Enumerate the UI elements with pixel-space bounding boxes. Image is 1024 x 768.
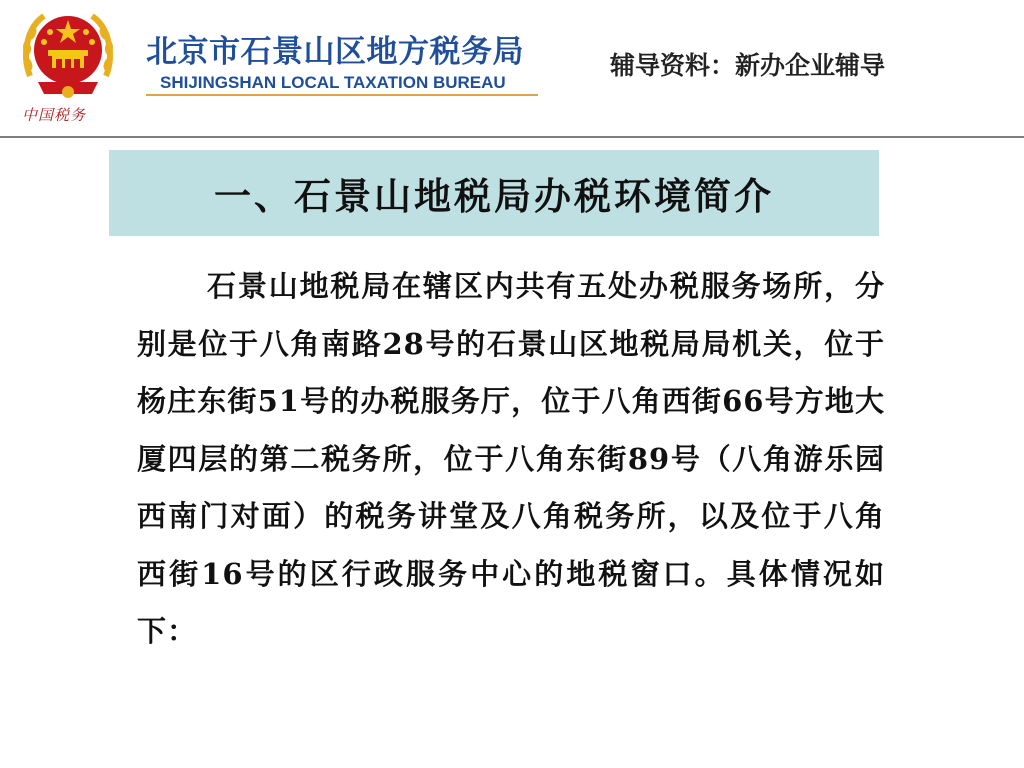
emblem-caption: 中国税务 [22, 106, 87, 124]
guide-label: 辅导资料：新办企业辅导 [610, 51, 886, 80]
section-title: 一、石景山地税局办税环境简介 [214, 174, 774, 218]
header-divider [0, 136, 1024, 138]
bureau-underline [146, 94, 538, 96]
national-emblem-icon [18, 6, 118, 102]
bureau-name-en: SHIJINGSHAN LOCAL TAXATION BUREAU [160, 73, 506, 92]
body-paragraph: 石景山地税局在辖区内共有五处办税服务场所，分别是位于八角南路28号的石景山区地税局局机关，位于杨庄东街51号的办税服务厅，位于八角西街66号方地大厦四层的第二税务所，位于八角东街89号（八角游乐园西南门对面）的税务讲堂及八角税务所，以及位于八角西街16号的区行政服务中心的地税窗口。具体情况如下： [137, 269, 885, 648]
section-banner [109, 150, 879, 236]
bureau-name-cn: 北京市石景山区地方税务局 [146, 34, 524, 70]
slide-header [0, 0, 1024, 138]
